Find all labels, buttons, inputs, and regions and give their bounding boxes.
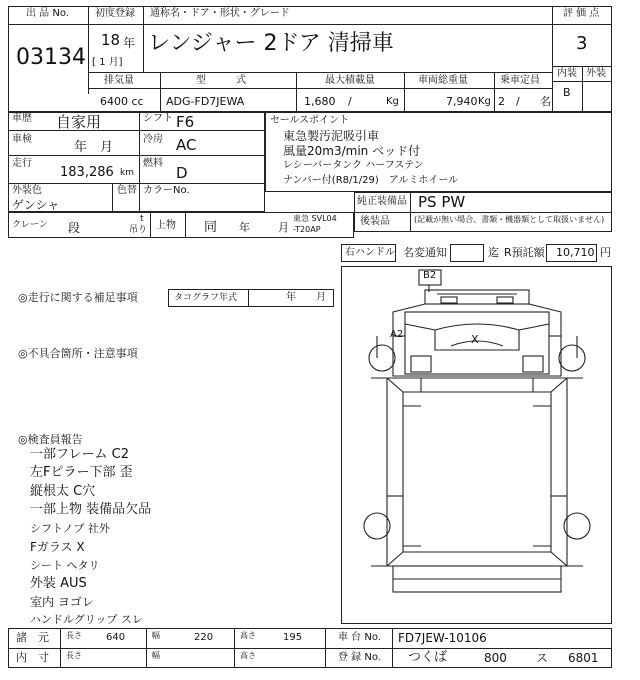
divider: [404, 72, 405, 112]
width-label-inner: 幅: [152, 651, 160, 660]
divider: [160, 72, 161, 112]
interior-label: 内装: [557, 68, 577, 79]
exterior-color-label: 外装色: [12, 185, 42, 196]
divider: [8, 648, 612, 649]
capacity-unit: 名: [540, 95, 551, 108]
divider: [392, 628, 393, 668]
inspector-line: 縦根太 C穴: [30, 484, 96, 499]
inspector-line: 外装 AUS: [30, 576, 87, 591]
fuel-value: D: [176, 164, 188, 182]
divider: [552, 24, 612, 25]
body-model-2: -T20AP: [293, 225, 321, 234]
weight-label: 車両総重量: [418, 75, 468, 86]
divider: [88, 72, 552, 73]
exterior-color-value: ゲンシャ: [12, 198, 60, 212]
fuel-label: 燃料: [143, 158, 163, 169]
history-label: 車歴: [12, 113, 32, 124]
load-sep: /: [348, 95, 352, 108]
diagram-mark-a2: A2: [390, 329, 404, 340]
divider: [325, 628, 326, 668]
odometer-label: 名変通知: [403, 246, 447, 259]
ac-label: 冷房: [143, 134, 163, 145]
year-unit: 年: [123, 36, 136, 50]
divider: [248, 289, 249, 307]
length-label: 長さ: [66, 631, 82, 640]
chassis-label: 車 台 No.: [338, 632, 381, 643]
load-unit: Kg: [386, 96, 399, 107]
shift-label: シフト: [143, 113, 173, 124]
body-same: 同: [204, 220, 218, 235]
divider: [234, 628, 235, 668]
inspector-line: シフトノブ 社外: [30, 522, 110, 535]
sales-point-line: レシーバータンク ハーフステン: [283, 160, 424, 171]
inner-label: 内 寸: [16, 651, 49, 664]
body-month: 月: [278, 221, 289, 234]
body-model: 東急 SVL04: [293, 214, 337, 223]
inspector-line: 室内 ヨゴレ: [30, 595, 94, 609]
divider: [354, 212, 612, 213]
crane-label: クレーン: [12, 220, 48, 230]
width-label: 幅: [152, 631, 160, 640]
ac-value: AC: [176, 136, 197, 154]
inspector-line: 一部フレーム C2: [30, 447, 129, 462]
recycle-label: R預託額: [504, 246, 545, 259]
divider: [494, 72, 495, 112]
divider: [8, 155, 265, 156]
odometer-unit: 迄: [488, 246, 499, 259]
divider: [552, 81, 612, 82]
color-change-label: 色替: [117, 185, 137, 196]
inspection-label: 車検: [12, 134, 32, 145]
load-value: 1,680: [304, 95, 336, 108]
model-name: レンジャー 2ドア 清掃車: [148, 31, 394, 56]
exterior-label: 外装: [586, 68, 606, 79]
recycle-value: 10,710: [556, 246, 595, 259]
color-no-label: カラーNo.: [143, 185, 190, 196]
sales-point-line: 風量20m3/min ベッド付: [283, 144, 421, 158]
inspector-line: 左Fピラー下部 歪: [30, 465, 133, 480]
yen-unit: 円: [600, 246, 611, 259]
truck-diagram: [341, 266, 612, 624]
first-reg-label: 初度登録: [95, 8, 135, 19]
crane-stage: 段: [68, 221, 81, 235]
tachograph-value: 年 月: [286, 292, 326, 303]
weight-unit: Kg: [478, 96, 491, 107]
divider: [410, 192, 411, 232]
divider: [143, 6, 144, 72]
height-label: 高さ: [240, 631, 256, 640]
diagram-mark-b2: B2: [423, 270, 437, 281]
aftermarket-note: (記載が無い場合、書類・機器類として取扱いません): [414, 215, 605, 224]
score-value: 3: [576, 33, 588, 54]
divider: [8, 183, 265, 184]
lot-number: 03134: [16, 45, 86, 70]
first-reg-year: 18: [101, 31, 121, 49]
sales-point-line: 東急製汚泥吸引車: [283, 129, 380, 143]
reg-kana: ス: [536, 651, 549, 665]
interior-score: B: [563, 86, 571, 99]
height-label-inner: 高さ: [240, 651, 256, 660]
lot-label: 出 品 No.: [26, 8, 69, 19]
specs-label: 諸 元: [16, 631, 49, 644]
load-label: 最大積載量: [325, 75, 375, 86]
diagram-mark-x: X: [471, 333, 479, 346]
equipment-label: 純正装備品: [357, 196, 407, 207]
divider: [88, 88, 552, 89]
crane-t: t: [140, 214, 144, 224]
inspector-label: ◎検査員報告: [18, 433, 83, 446]
type-label: 型 式: [196, 75, 246, 86]
divider: [552, 6, 553, 112]
divider: [112, 183, 113, 212]
capacity-value: 2: [498, 95, 505, 108]
displacement-value: 6400 cc: [100, 95, 144, 108]
score-label: 評 価 点: [563, 8, 600, 19]
driving-notes-label: ◎走行に関する補足事項: [18, 291, 138, 304]
inspection-value: 年 月: [74, 140, 114, 155]
capacity-sep: /: [516, 95, 520, 108]
mileage-label: 走行: [12, 158, 32, 169]
sales-points-label: セールスポイント: [270, 115, 350, 126]
odometer-box: [450, 244, 484, 262]
shift-value: F6: [176, 113, 195, 131]
reg-area: つくば: [408, 650, 448, 665]
divider: [88, 24, 552, 25]
crane-lift: 吊り: [129, 225, 148, 235]
history-value: 自家用: [56, 113, 102, 131]
tachograph-label: タコグラフ年式: [174, 293, 238, 303]
divider: [8, 24, 88, 25]
details-block: [8, 112, 265, 212]
sales-point-line: ナンバー付(R8/1/29) アルミホイール: [283, 175, 459, 186]
length-label-inner: 長さ: [66, 651, 82, 660]
model-label: 通称名・ドア・形状・グレード: [150, 8, 290, 19]
type-value: ADG-FD7JEWA: [166, 95, 245, 108]
divider: [150, 212, 151, 238]
divider: [582, 66, 583, 112]
divider: [88, 6, 89, 94]
inspector-line: Fガラス X: [30, 540, 85, 554]
divider: [139, 112, 140, 212]
reg-label: 登 録 No.: [338, 652, 381, 663]
defects-label: ◎不具合箇所・注意事項: [18, 347, 138, 360]
inspector-line: シート ヘタリ: [30, 559, 100, 572]
body-label: 上物: [156, 220, 176, 231]
divider: [296, 72, 297, 112]
first-reg-month: [ 1 月]: [92, 57, 123, 68]
aftermarket-label: 後装品: [360, 216, 390, 227]
width-value: 220: [194, 632, 214, 643]
displacement-label: 排気量: [104, 75, 134, 86]
divider: [8, 130, 265, 131]
body-year: 年: [239, 221, 250, 234]
capacity-label: 乗車定員: [500, 75, 540, 86]
mileage-value: 183,286: [60, 165, 114, 180]
divider: [60, 628, 61, 668]
chassis-value: FD7JEW-10106: [398, 631, 487, 645]
reg-class: 800: [484, 651, 507, 665]
divider: [146, 628, 147, 668]
weight-value: 7,940: [446, 95, 478, 108]
mileage-unit: km: [120, 168, 134, 178]
inspector-line: ハンドルグリップ スレ: [30, 613, 143, 626]
divider: [185, 212, 186, 238]
length-value: 640: [106, 632, 126, 643]
equipment-value: PS PW: [418, 193, 466, 211]
right-handle-label: 右ハンドル: [345, 247, 395, 258]
reg-number: 6801: [568, 651, 599, 665]
height-value: 195: [283, 632, 303, 643]
inspector-line: 一部上物 装備品欠品: [30, 502, 152, 517]
